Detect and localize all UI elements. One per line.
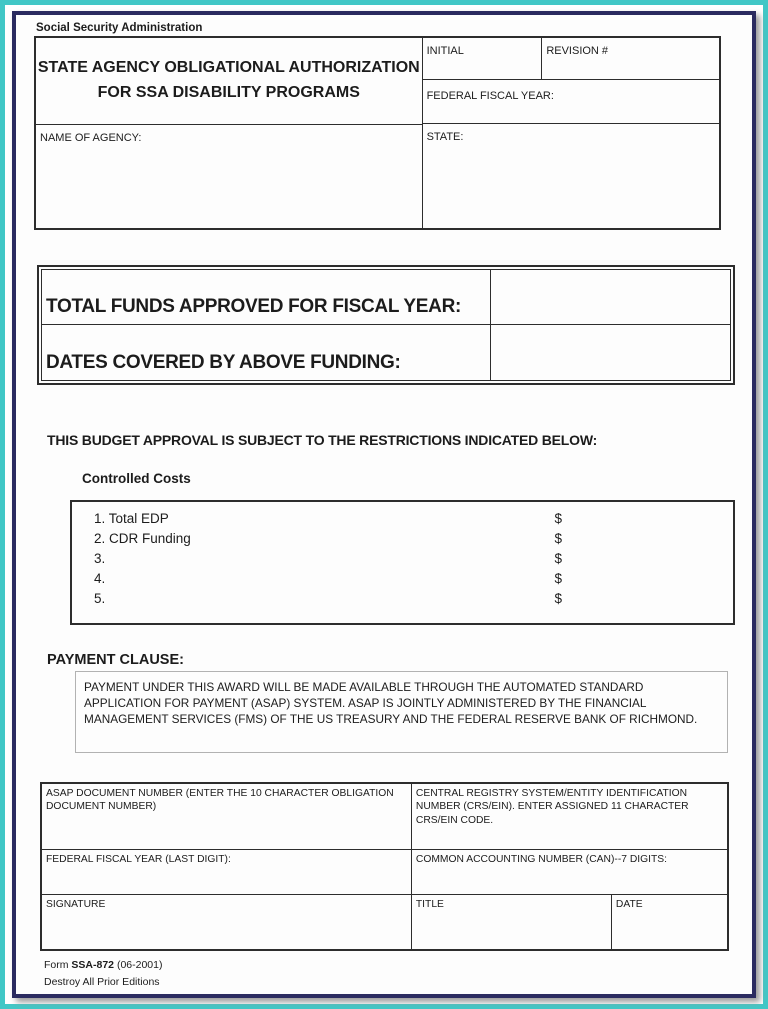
dates-covered-label: DATES COVERED BY ABOVE FUNDING: xyxy=(42,325,491,380)
form-title-line2: FOR SSA DISABILITY PROGRAMS xyxy=(97,84,360,101)
destroy-note: Destroy All Prior Editions xyxy=(44,976,160,989)
initial-field[interactable] xyxy=(423,38,543,79)
funds-table xyxy=(37,265,735,385)
form-page xyxy=(12,11,756,998)
common-accounting-number-field[interactable] xyxy=(412,850,727,894)
controlled-costs-table xyxy=(70,500,735,625)
controlled-cost-amount-field[interactable]: $ xyxy=(554,551,563,566)
header-left-column xyxy=(36,38,423,228)
controlled-cost-row xyxy=(72,529,733,549)
federal-fiscal-year-last-digit-field[interactable] xyxy=(42,850,412,894)
federal-fiscal-year-last-digit-label: FEDERAL FISCAL YEAR (LAST DIGIT): xyxy=(46,854,231,865)
header-table xyxy=(34,36,721,230)
common-accounting-number-label: COMMON ACCOUNTING NUMBER (CAN)--7 DIGITS: xyxy=(415,854,668,865)
payment-clause-heading: PAYMENT CLAUSE: xyxy=(47,652,184,668)
total-funds-row xyxy=(42,270,730,325)
form-title-line1: STATE AGENCY OBLIGATIONAL AUTHORIZATION xyxy=(37,59,420,77)
name-of-agency-label: NAME OF AGENCY: xyxy=(40,132,142,144)
federal-fiscal-year-label: FEDERAL FISCAL YEAR: xyxy=(426,90,554,102)
federal-fiscal-year-field[interactable] xyxy=(423,80,719,124)
controlled-costs-heading: Controlled Costs xyxy=(82,471,191,486)
crs-ein-label: CENTRAL REGISTRY SYSTEM/ENTITY IDENTIFICATION NUMBER (CRS/EIN). ENTER ASSIGNED 11 CHARACTER CRS/EIN CODE. xyxy=(415,788,689,826)
ffy-can-row xyxy=(42,850,727,895)
controlled-cost-amount-field[interactable]: $ xyxy=(554,591,563,606)
revision-number-label: REVISION # xyxy=(546,45,609,57)
payment-clause-text: PAYMENT UNDER THIS AWARD WILL BE MADE AVAILABLE THROUGH THE AUTOMATED STANDARD APPLICATION FOR PAYMENT (ASAP) SYSTEM. ASAP IS JOINTLY ADMINISTERED BY THE FINANCIAL MANAGEMENT SERVICES (FMS) OF THE US TREASURY AND THE FEDERAL RESERVE BANK OF RICHMOND. xyxy=(75,671,728,753)
title-label: TITLE xyxy=(415,899,444,910)
controlled-cost-label: 4. xyxy=(94,571,106,586)
dates-covered-row xyxy=(42,325,730,380)
name-of-agency-field[interactable] xyxy=(36,124,422,228)
controlled-cost-row xyxy=(72,569,733,589)
initial-revision-row xyxy=(423,38,719,80)
state-label: STATE: xyxy=(426,131,464,143)
date-label: DATE xyxy=(615,899,643,910)
agency-header: Social Security Administration xyxy=(36,22,203,34)
form-number-line: Form SSA-872 (06-2001) xyxy=(44,959,163,971)
controlled-cost-row xyxy=(72,549,733,569)
crs-ein-field[interactable] xyxy=(412,784,727,849)
signature-field[interactable] xyxy=(42,895,412,949)
total-funds-value-field[interactable] xyxy=(491,270,730,324)
bottom-table xyxy=(40,782,729,951)
controlled-cost-label: 3. xyxy=(94,551,106,566)
asap-document-number-label: ASAP DOCUMENT NUMBER (ENTER THE 10 CHARACTER OBLIGATION DOCUMENT NUMBER) xyxy=(46,788,394,813)
controlled-cost-label: 5. xyxy=(94,591,106,606)
asap-crs-row xyxy=(42,784,727,850)
date-field[interactable] xyxy=(612,895,727,949)
controlled-cost-amount-field[interactable]: $ xyxy=(554,571,563,586)
state-field[interactable] xyxy=(423,124,719,228)
initial-label: INITIAL xyxy=(426,45,464,57)
signature-row xyxy=(42,895,727,949)
header-right-column xyxy=(423,38,719,228)
total-funds-label: TOTAL FUNDS APPROVED FOR FISCAL YEAR: xyxy=(42,270,491,324)
controlled-cost-row xyxy=(72,589,733,609)
controlled-cost-label: 1. Total EDP xyxy=(94,511,169,526)
signature-label: SIGNATURE xyxy=(46,899,106,910)
revision-number-field[interactable] xyxy=(542,38,719,79)
asap-document-number-field[interactable] xyxy=(42,784,412,849)
title-field[interactable] xyxy=(412,895,612,949)
form-number: SSA-872 xyxy=(71,959,115,971)
dates-covered-value-field[interactable] xyxy=(491,325,730,380)
controlled-cost-row xyxy=(72,509,733,529)
controlled-cost-amount-field[interactable]: $ xyxy=(554,511,563,526)
form-title xyxy=(36,38,422,124)
form-footer xyxy=(44,957,738,992)
controlled-cost-label: 2. CDR Funding xyxy=(94,531,191,546)
controlled-cost-amount-field[interactable]: $ xyxy=(554,531,563,546)
budget-approval-heading: THIS BUDGET APPROVAL IS SUBJECT TO THE RESTRICTIONS INDICATED BELOW: xyxy=(47,432,598,448)
